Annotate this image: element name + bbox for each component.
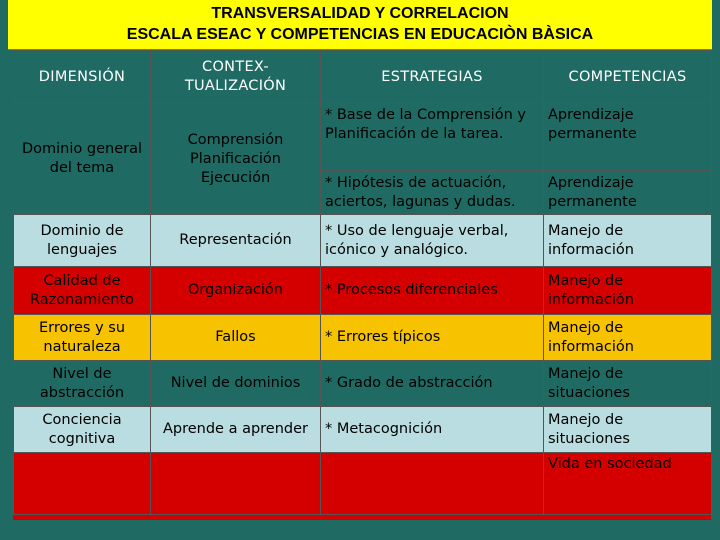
table-row	[14, 215, 712, 267]
table-row	[14, 407, 712, 453]
header-contextualization: CONTEX-TUALIZACIÓN	[151, 51, 321, 104]
empty-cell	[14, 453, 151, 515]
context-cell: Aprende a aprender	[151, 407, 321, 453]
title-line-1: TRANSVERSALIDAD Y CORRELACION	[211, 5, 509, 22]
context-cell: Fallos	[151, 315, 321, 361]
context-cell: Nivel de dominios	[151, 361, 321, 407]
strategy-cell: * Grado de abstracción	[321, 361, 544, 407]
context-cell: Organización	[151, 267, 321, 315]
slide-title	[8, 0, 712, 50]
strategy-cell: * Uso de lenguaje verbal, icónico y analógico.	[321, 215, 544, 267]
header-row	[14, 51, 712, 104]
context-cell: Representación	[151, 215, 321, 267]
empty-cell	[151, 453, 321, 515]
table-row	[14, 267, 712, 315]
correlation-table-container	[13, 50, 711, 520]
competence-cell: Manejo de información	[544, 315, 712, 361]
dimension-cell: Calidad de Razonamiento	[14, 267, 151, 315]
table-row	[14, 315, 712, 361]
dimension-cell: Conciencia cognitiva	[14, 407, 151, 453]
dimension-cell: Errores y su naturaleza	[14, 315, 151, 361]
strategy-cell: * Procesos diferenciales	[321, 267, 544, 315]
empty-cell	[321, 453, 544, 515]
dimension-cell: Nivel de abstracción	[14, 361, 151, 407]
header-strategies: ESTRATEGIAS	[321, 51, 544, 104]
competence-cell: Manejo de información	[544, 215, 712, 267]
title-line-2: ESCALA ESEAC Y COMPETENCIAS EN EDUCACIÒN BÀSICA	[126, 26, 594, 43]
competence-cell: Aprendizaje permanente	[544, 104, 712, 171]
strategy-cell: * Base de la Comprensión y Planificación de la tarea.	[321, 104, 544, 171]
table-row	[14, 104, 712, 171]
dimension-cell: Dominio general del tema	[14, 104, 151, 215]
strategy-cell: * Errores típicos	[321, 315, 544, 361]
competence-cell: Vida en sociedad	[544, 453, 712, 515]
competence-cell: Manejo de situaciones	[544, 407, 712, 453]
header-dimension: DIMENSIÓN	[14, 51, 151, 104]
header-competences: COMPETENCIAS	[544, 51, 712, 104]
competence-cell: Manejo de información	[544, 267, 712, 315]
table-row	[14, 361, 712, 407]
correlation-table	[13, 50, 712, 515]
dimension-cell: Dominio de lenguajes	[14, 215, 151, 267]
context-cell: Comprensión Planificación Ejecución	[151, 104, 321, 215]
competence-cell: Manejo de situaciones	[544, 361, 712, 407]
table-row	[14, 453, 712, 515]
strategy-cell: * Metacognición	[321, 407, 544, 453]
strategy-cell: * Hipótesis de actuación, aciertos, lagunas y dudas.	[321, 171, 544, 215]
competence-cell: Aprendizaje permanente	[544, 171, 712, 215]
